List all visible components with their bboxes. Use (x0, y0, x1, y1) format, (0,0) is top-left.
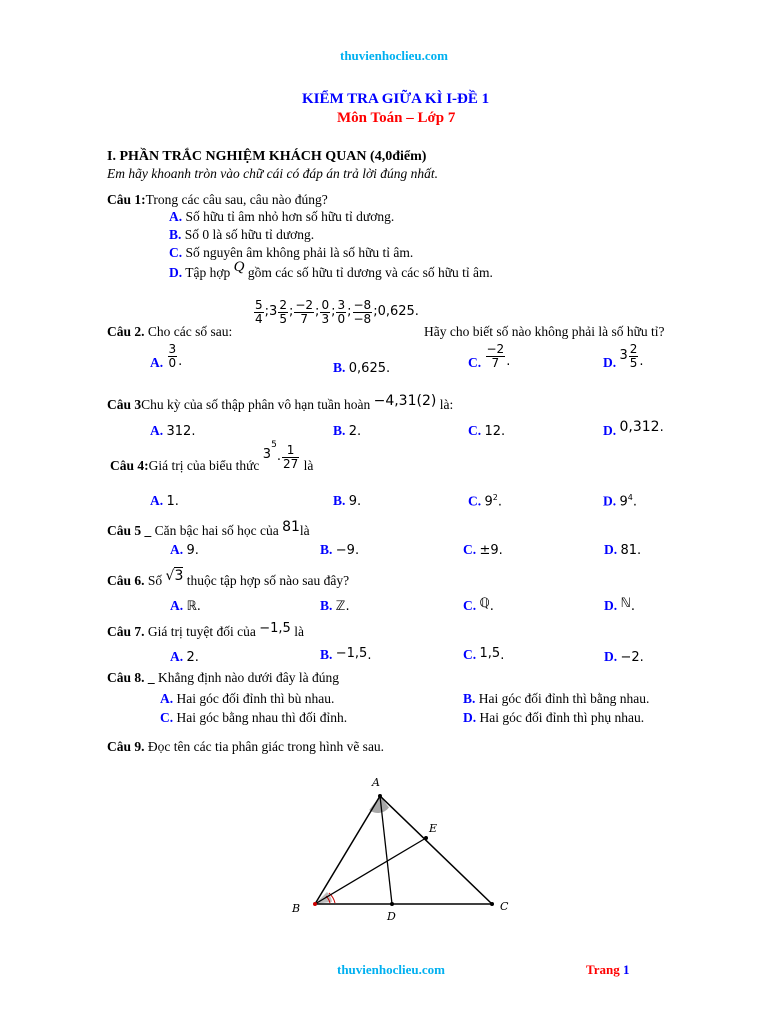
q6-option-b[interactable]: B. ℤ. (320, 598, 350, 614)
q7-num: −1,5 (259, 621, 291, 636)
q2-c-frac: $\frac{-2}{7}$ (486, 342, 505, 370)
q3-number: −4,31(2) (373, 393, 437, 409)
q4-option-b[interactable]: B. 9. (333, 493, 362, 509)
label-e: E (429, 822, 438, 835)
triangle-figure (280, 770, 520, 930)
letter-d: D. (169, 265, 183, 280)
q1-text: Trong các câu sau, câu nào đúng? (145, 192, 328, 207)
q2-a-frac: $\frac{3}{0}$ (168, 342, 177, 370)
q4-option-a[interactable]: A. 1. (150, 493, 179, 509)
q1-b-text: Số 0 là số hữu tỉ dương. (184, 227, 315, 242)
q5-option-a[interactable]: A. 9. (170, 542, 199, 558)
q2-stem (107, 324, 232, 340)
bisector-ad (380, 796, 392, 904)
q8-option-a[interactable]: A. Hai góc đối đỉnh thì bù nhau. (160, 691, 335, 706)
q2-after: Hãy cho biết số nào không phải là số hữu tỉ? (424, 324, 665, 339)
q4-option-d[interactable]: D. $9^4$. (603, 493, 638, 510)
q3-option-b[interactable]: B. 2. (333, 423, 362, 439)
page-label: Trang (586, 962, 620, 977)
q9-stem (107, 739, 384, 755)
bisector-be (315, 838, 426, 904)
section-instruction: Em hãy khoanh tròn vào chữ cái có đáp án trả lời đúng nhất. (107, 166, 439, 181)
q3-after: là: (439, 397, 454, 412)
q4-base: 3 (262, 447, 272, 463)
q3-option-d[interactable]: D. 0,312. (603, 419, 664, 438)
q8-option-c[interactable]: C. Hai góc bằng nhau thì đối đỉnh. (160, 710, 348, 725)
q4-stem: Câu 4:Giá trị của biểu thức $3^5$. $\frac{1}{27}$ là (110, 439, 314, 474)
header-site: thuvienhoclieu.com (340, 48, 448, 63)
letter-c: C. (169, 245, 183, 260)
q6-text: Số (147, 573, 163, 588)
q6-option-a[interactable]: A. ℝ. (170, 598, 201, 614)
q2-number-list: $\frac{5}{4}$ ;3 $\frac{2}{5}$ ; $\frac{-2}{7}$ ; $\frac{0}{3}$ ; $\frac{3}{0}$ ; $\frac{-8}{-8}$ ;0,625. (255, 298, 419, 326)
q1-option-c[interactable] (169, 245, 413, 261)
q2-frac-6: $\frac{-8}{-8}$ (353, 298, 372, 326)
q6-label: Câu 6. (107, 573, 145, 588)
q7-after: là (294, 624, 304, 639)
q5-text: Căn bậc hai số học của (154, 523, 279, 538)
q6-stem (107, 568, 350, 589)
q3-stem (107, 393, 454, 413)
q2-frac-5: $\frac{3}{0}$ (337, 298, 346, 326)
q5-option-d[interactable]: D. 81. (604, 542, 642, 558)
q2-b-value: 0,625 (348, 361, 386, 376)
q2-d-whole: 3 (619, 348, 628, 364)
q4-text: Giá trị của biểu thức (148, 458, 260, 474)
q5-num: 81 (282, 519, 300, 535)
q1-option-a[interactable] (169, 209, 394, 225)
q1-d-symbol: Q (233, 259, 245, 275)
q5-after: là (299, 523, 310, 538)
q6-root: √3 (165, 568, 184, 584)
q1-a-text: Số hữu tỉ âm nhỏ hơn số hữu tỉ dương. (185, 209, 395, 224)
q1-d-post: gồm các số hữu tỉ dương và các số hữu tỉ âm. (247, 265, 493, 280)
q9-label: Câu 9. (107, 739, 145, 754)
q1-stem (107, 192, 328, 208)
q7-option-a[interactable]: A. 2. (170, 649, 199, 665)
q1-d-pre: Tập hợp (185, 265, 231, 280)
q2-option-a[interactable]: A. $\frac{3}{0}$ . (150, 342, 183, 371)
page-title: KIỂM TRA GIỮA KÌ I-ĐỀ 1 (302, 91, 490, 107)
q3-option-a[interactable]: A. 312. (150, 423, 196, 439)
q3-option-c[interactable]: C. 12. (468, 423, 506, 439)
q2-text: Cho các số sau: (147, 324, 233, 339)
q5-option-c[interactable]: C. ±9. (463, 542, 503, 558)
section-heading: I. PHẦN TRẮC NGHIỆM KHÁCH QUAN (4,0điểm) (107, 149, 427, 164)
q8-option-d[interactable]: D. Hai góc đối đỉnh thì phụ nhau. (463, 710, 645, 725)
q2-option-b[interactable]: B. 0,625. (333, 360, 391, 376)
q2-option-d[interactable]: D. 3 $\frac{2}{5}$ . (603, 342, 644, 371)
point-a (378, 794, 382, 798)
side-ac (380, 796, 492, 904)
q1-c-text: Số nguyên âm không phải là số hữu tỉ âm. (185, 245, 414, 260)
q3-label: Câu 3 (107, 397, 142, 412)
point-c (490, 902, 494, 906)
q8-text: Khẳng định nào dưới đây là đúng (158, 670, 339, 685)
q2-label: Câu 2. (107, 324, 145, 339)
q4-frac: $\frac{1}{27}$ (282, 443, 299, 471)
q4-label: Câu 4: (110, 458, 149, 474)
label-b: B (292, 902, 301, 915)
q6-option-d[interactable]: D. ℕ. (604, 596, 636, 614)
q2-frac-4: $\frac{0}{3}$ (321, 298, 330, 326)
footer-site: thuvienhoclieu.com (337, 962, 445, 977)
q7-option-d[interactable]: D. −2. (604, 649, 644, 665)
q1-option-d[interactable] (169, 259, 493, 282)
q6-option-c[interactable]: C. ℚ. (463, 596, 494, 614)
q8-stem (107, 670, 339, 686)
q5-label: Câu 5 _ (107, 523, 152, 538)
q9-text: Đọc tên các tia phân giác trong hình vẽ sau. (147, 739, 385, 754)
label-a: A (372, 776, 380, 789)
q2-frac-1: $\frac{5}{4}$ (255, 298, 263, 326)
q8-option-b[interactable]: B. Hai góc đối đỉnh thì bằng nhau. (463, 691, 650, 706)
q7-text: Giá trị tuyệt đối của (147, 624, 256, 639)
q5-stem (107, 519, 310, 539)
q7-option-b[interactable]: B. −1,5. (320, 646, 372, 663)
q2-frac-3: $\frac{-2}{7}$ (295, 298, 314, 326)
q4-after: là (303, 458, 314, 474)
page-num: 1 (622, 962, 630, 977)
q1-label: Câu 1: (107, 192, 146, 207)
q1-option-b[interactable] (169, 227, 314, 243)
q3-text: Chu kỳ của số thập phân vô hạn tuần hoàn (141, 397, 371, 412)
label-c: C (500, 900, 509, 913)
q4-option-c[interactable]: C. $9^2$. (468, 493, 503, 510)
point-e (424, 836, 428, 840)
side-ab (315, 796, 380, 904)
q7-option-c[interactable]: C. 1,5. (463, 646, 505, 663)
letter-b: B. (169, 227, 182, 242)
label-d: D (387, 910, 396, 923)
q2-last: 0,625. (377, 304, 419, 320)
page-number (586, 962, 629, 978)
point-b (313, 902, 317, 906)
q8-label: Câu 8. _ (107, 670, 155, 685)
point-d (390, 902, 394, 906)
letter-a: A. (169, 209, 183, 224)
q2-d-frac: $\frac{2}{5}$ (629, 342, 638, 370)
q4-exp: 5 (271, 439, 277, 450)
q5-option-b[interactable]: B. −9. (320, 542, 360, 558)
q2-option-c[interactable]: C. $\frac{-2}{7}$ . (468, 342, 511, 371)
q7-stem (107, 621, 304, 640)
q6-after: thuộc tập hợp số nào sau đây? (186, 573, 350, 588)
page-subtitle: Môn Toán – Lớp 7 (337, 110, 456, 126)
q2-frac-2: $\frac{2}{5}$ (279, 298, 287, 326)
q7-label: Câu 7. (107, 624, 145, 639)
